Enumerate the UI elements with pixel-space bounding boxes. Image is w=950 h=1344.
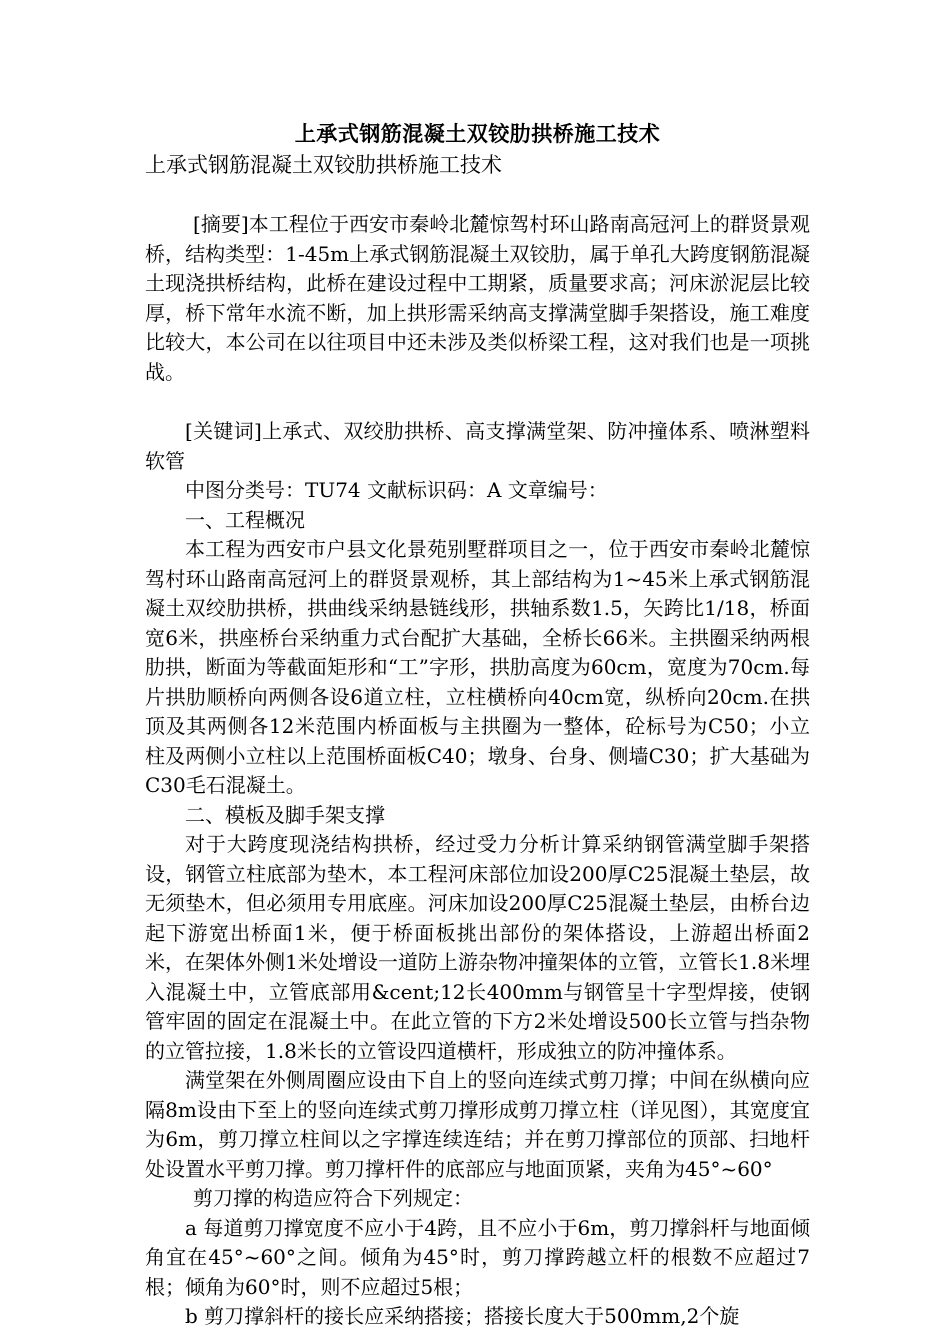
document-page <box>145 118 810 1332</box>
formwork-paragraph-1: 对于大跨度现浇结构拱桥，经过受力分析计算采纳钢管满堂脚手架搭设，钢管立柱底部为垫木，本工程河床部位加设200厚C25混凝土垫层，故无须垫木，但必须用专用底座。河床加设200厚C25混凝土垫层，由桥台边起下游宽出桥面1米，便于桥面板挑出部份的架体搭设，上游超出桥面2米，在架体外侧1米处增设一道防上游杂物冲撞架体的立管，立管长1.8米埋入混凝土中，立管底部用&cent;12长400mm与钢管呈十字型焊接，使钢管牢固的固定在混凝土中。在此立管的下方2米处增设500长立管与挡杂物的立管拉接，1.8米长的立管设四道横杆，形成独立的防冲撞体系。 <box>145 832 810 1063</box>
spacer <box>145 387 810 417</box>
section-heading-overview: 一、工程概况 <box>185 507 305 532</box>
spacer <box>145 180 810 210</box>
rule-b: b 剪刀撑斜杆的接长应采纳搭接；搭接长度大于500mm,2个旋 <box>185 1304 740 1328</box>
document-title: 上承式钢筋混凝土双铰肋拱桥施工技术 <box>294 121 661 146</box>
overview-paragraph: 本工程为西安市户县文化景苑别墅群项目之一，位于西安市秦岭北麓惊驾村环山路南高冠河上的群贤景观桥，其上部结构为1~45米上承式钢筋混凝土双绞肋拱桥，拱曲线采纳悬链线形，拱轴系数1.5，矢跨比1/18，桥面宽6米，拱座桥台采纳重力式台配扩大基础，全桥长66米。主拱圈采纳两根肋拱，断面为等截面矩形和“工”字形，拱肋高度为60cm，宽度为70cm.每片拱肋顺桥向两侧各设6道立柱，立柱横桥向40cm宽，纵桥向20cm.在拱顶及其两侧各12米范围内桥面板与主拱圈为一整体，砼标号为C50；小立柱及两侧小立柱以上范围桥面板C40；墩身、台身、侧墙C30；扩大基础为C30毛石混凝土。 <box>145 537 810 797</box>
abstract-paragraph: [摘要]本工程位于西安市秦岭北麓惊驾村环山路南高冠河上的群贤景观桥，结构类型：1-45m上承式钢筋混凝土双铰肋，属于单孔大跨度钢筋混凝土现浇拱桥结构，此桥在建设过程中工期紧，质量要求高；河床淤泥层比较厚，桥下常年水流不断，加上拱形需采纳高支撑满堂脚手架搭设，施工难度比较大，本公司在以往项目中还未涉及类似桥梁工程，这对我们也是一项挑战。 <box>145 212 810 384</box>
document-subtitle: 上承式钢筋混凝土双铰肋拱桥施工技术 <box>145 153 502 177</box>
formwork-paragraph-2: 满堂架在外侧周圈应设由下自上的竖向连续式剪刀撑；中间在纵横向应隔8m设由下至上的竖向连续式剪刀撑形成剪刀撑立柱（详见图），其宽度宜为6m，剪刀撑立柱间以之字撑连续连结；并在剪刀撑部位的顶部、扫地杆处设置水平剪刀撑。剪刀撑杆件的底部应与地面顶紧，夹角为45°~60° <box>145 1068 810 1181</box>
section-heading-formwork: 二、模板及脚手架支撑 <box>185 802 385 827</box>
classification-line: 中图分类号：TU74 文献标识码：A 文章编号： <box>185 478 608 502</box>
rule-a: a 每道剪刀撑宽度不应小于4跨，且不应小于6m，剪刀撑斜杆与地面倾角宜在45°~60°之间。倾角为45°时，剪刀撑跨越立杆的根数不应超过7根；倾角为60°时，则不应超过5根； <box>145 1215 810 1299</box>
rules-intro: 剪刀撑的构造应符合下列规定： <box>193 1186 473 1210</box>
keywords-paragraph: [关键词]上承式、双绞肋拱桥、高支撑满堂架、防冲撞体系、喷淋塑料软管 <box>145 419 810 473</box>
